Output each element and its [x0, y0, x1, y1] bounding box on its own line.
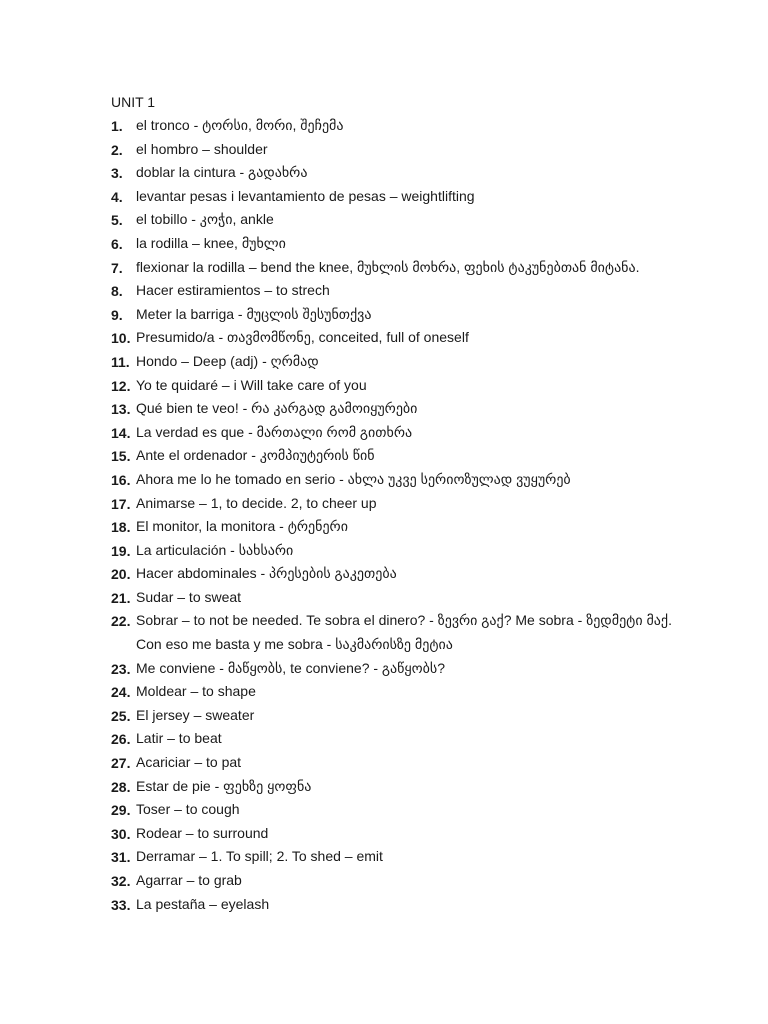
vocab-item-text: la rodilla – knee, მუხლი [136, 234, 286, 251]
vocab-item [111, 659, 751, 683]
vocab-item [111, 564, 751, 588]
vocab-item-text: Rodear – to surround [136, 824, 269, 841]
unit-title: UNIT 1 [111, 94, 156, 110]
vocab-item-number: 2. [111, 141, 123, 158]
vocab-item [111, 824, 751, 848]
vocab-item-text: doblar la cintura - გადახრა [136, 164, 308, 181]
vocab-item-text: El monitor, la monitora - ტრენერი [136, 518, 348, 535]
vocab-item-number: 20. [111, 566, 131, 583]
vocab-item-number: 9. [111, 306, 123, 323]
vocab-item-number: 29. [111, 802, 131, 819]
vocabulary-list [111, 116, 751, 918]
vocab-item [111, 140, 751, 164]
vocab-item-number: 28. [111, 778, 131, 795]
vocab-item-number: 14. [111, 424, 131, 441]
vocab-item [111, 187, 751, 211]
vocab-item-number: 23. [111, 660, 131, 677]
vocab-item-text: Agarrar – to grab [136, 872, 242, 888]
vocab-item-text: el hombro – shoulder [136, 140, 268, 157]
vocab-item [111, 706, 751, 730]
vocab-item [111, 281, 751, 305]
vocab-item-text: Me conviene - მაწყობს, te conviene? - გაწყობს? [136, 659, 446, 676]
vocab-item-number: 16. [111, 471, 131, 488]
vocab-item [111, 517, 751, 541]
vocab-item [111, 116, 751, 140]
vocab-item [111, 234, 751, 258]
vocab-item-number: 4. [111, 188, 123, 205]
vocab-item-number: 25. [111, 707, 131, 724]
vocab-item-text: Derramar – 1. To spill; 2. To shed – emit [136, 848, 383, 865]
vocab-item [111, 423, 751, 447]
vocab-item-number: 1. [111, 118, 123, 134]
vocab-item [111, 376, 751, 400]
vocab-item-text: Qué bien te veo! - რა კარგად გამოიყურები [136, 400, 418, 417]
vocab-item-number: 13. [111, 401, 131, 418]
vocab-item [111, 446, 751, 470]
vocab-item-number: 21. [111, 589, 131, 606]
vocab-item-text: Acariciar – to pat [136, 754, 242, 771]
vocab-item-text: La pestaña – eyelash [136, 895, 270, 912]
vocab-item [111, 729, 751, 753]
vocab-item-number: 10. [111, 330, 131, 347]
vocab-item [111, 800, 751, 824]
vocab-item [111, 753, 751, 777]
vocab-item [111, 399, 751, 423]
vocab-item-text: El jersey – sweater [136, 706, 255, 723]
vocab-item-number: 27. [111, 755, 131, 772]
vocab-item-number: 32. [111, 873, 131, 889]
vocab-item-text: Hondo – Deep (adj) - ღრმად [136, 352, 319, 369]
vocab-item-text: Meter la barriga - მუცლის შესუნთქვა [136, 305, 372, 322]
vocab-item [111, 328, 751, 352]
vocab-item [111, 258, 751, 282]
vocab-item-number: 3. [111, 165, 123, 182]
vocab-item [111, 210, 751, 234]
vocab-item-text: el tronco - ტორსი, მორი, შეჩემა [136, 117, 344, 133]
vocab-item-number: 31. [111, 849, 131, 866]
vocab-item-number: 19. [111, 542, 131, 559]
vocab-item [111, 847, 751, 871]
vocab-item-number: 33. [111, 896, 131, 913]
vocab-item-text: Ante el ordenador - კომპიუტერის წინ [136, 447, 375, 464]
vocab-item-text: levantar pesas i levantamiento de pesas – weightlifting [136, 187, 475, 204]
vocab-item [111, 682, 751, 706]
vocab-item-text: el tobillo - კოჭი, ankle [136, 211, 274, 228]
vocab-item-number: 7. [111, 259, 123, 276]
vocab-item [111, 611, 751, 658]
vocab-item [111, 871, 751, 895]
vocab-item-number: 5. [111, 212, 123, 229]
vocab-item [111, 777, 751, 801]
vocab-item-text: Presumido/a - თავმომწონე, conceited, full of oneself [136, 329, 469, 346]
vocab-item-number: 11. [111, 353, 130, 370]
vocab-item-text: Toser – to cough [136, 801, 240, 818]
vocab-item [111, 305, 751, 329]
vocab-item-text: Sudar – to sweat [136, 588, 242, 605]
vocab-item-text: Animarse – 1, to decide. 2, to cheer up [136, 494, 377, 511]
vocab-item-text: Estar de pie - ფეხზე ყოფნა [136, 777, 312, 794]
vocab-item-text: Moldear – to shape [136, 683, 256, 700]
vocab-item-text: Hacer abdominales - პრესების გაკეთება [136, 565, 397, 582]
vocab-item [111, 163, 751, 187]
vocab-item [111, 895, 751, 919]
vocab-item-number: 24. [111, 684, 131, 701]
vocab-item [111, 470, 751, 494]
vocab-item-text: Yo te quidaré – i Will take care of you [136, 376, 367, 393]
vocab-item [111, 494, 751, 518]
vocab-item [111, 588, 751, 612]
vocab-item-number: 17. [111, 495, 131, 512]
vocab-item-number: 26. [111, 731, 131, 748]
vocab-item-text: La articulación - სახსარი [136, 541, 294, 558]
vocab-item-text: Hacer estiramientos – to strech [136, 282, 330, 299]
vocab-item-number: 12. [111, 377, 131, 394]
vocab-item [111, 352, 751, 376]
vocab-item-number: 8. [111, 283, 123, 300]
vocab-item [111, 541, 751, 565]
vocab-item-number: 18. [111, 519, 131, 536]
vocab-item-text: Ahora me lo he tomado en serio - ახლა უკვე სერიოზულად ვუყურებ [136, 470, 571, 487]
vocab-item-text: Sobrar – to not be needed. Te sobra el dinero? - ზევრი გაქ? Me sobra - ზედმეტი მაქ. Con eso me basta y me sobra - საკმარისზე მეტია [136, 612, 672, 653]
vocab-item-number: 15. [111, 448, 131, 465]
vocab-item-text: flexionar la rodilla – bend the knee, მუხლის მოხრა, ფეხის ტაკუნებთან მიტანა. [136, 258, 640, 275]
vocab-item-number: 22. [111, 613, 131, 630]
vocab-item-number: 6. [111, 235, 123, 252]
vocab-item-text: Latir – to beat [136, 730, 222, 747]
vocab-item-text: La verdad es que - მართალი რომ გითხრა [136, 423, 413, 440]
vocab-item-number: 30. [111, 825, 131, 842]
